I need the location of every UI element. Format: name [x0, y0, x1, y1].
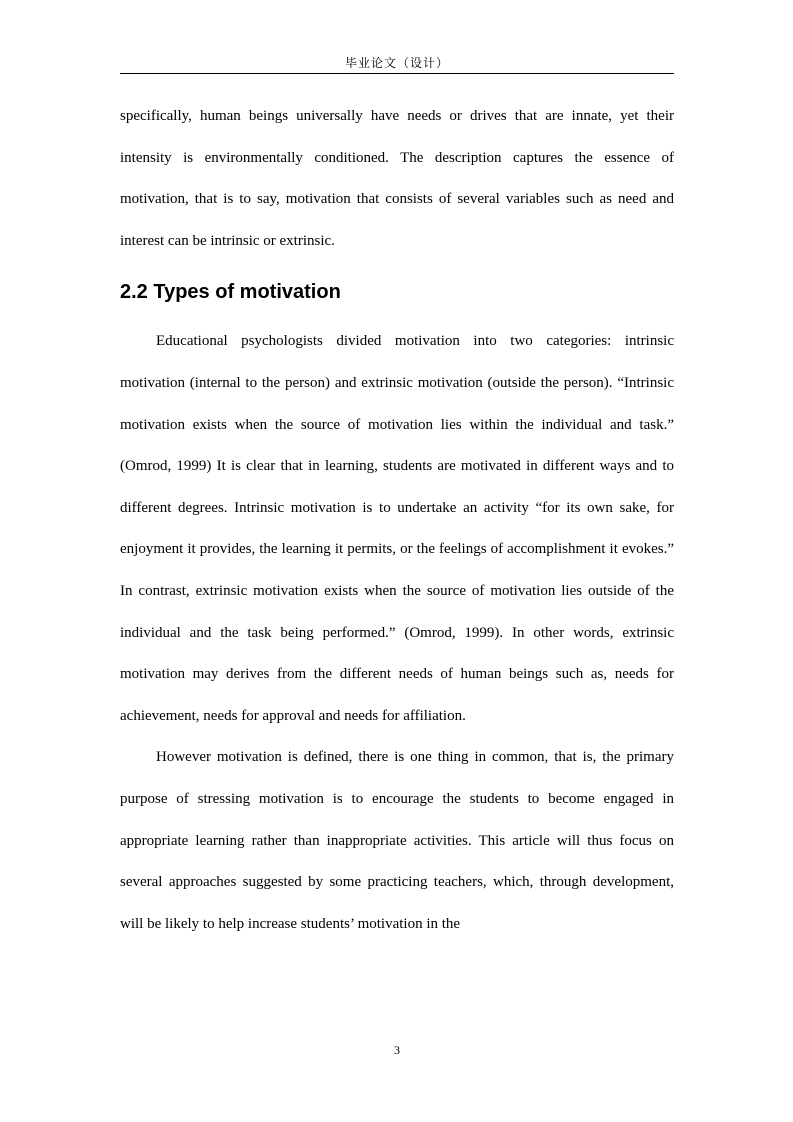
page-number: 3 [394, 1043, 400, 1057]
paragraph-types-of-motivation: Educational psychologists divided motivation into two categories: intrinsic motivation (internal to the person) and extrinsic motivation (outside the person). “Intrinsic motivation exists when the source of motivation lies within the individual and task.” (Omrod, 1999) It is clear that in learning, students are motivated in different ways and to different degrees. Intrinsic motivation is to undertake an activity “for its own sake, for enjoyment it provides, the learning it permits, or the feelings of accomplishment it evokes.” In contrast, extrinsic motivation exists when the source of motivation lies outside of the individual and the task being performed.” (Omrod, 1999). In other words, extrinsic motivation may derives from the different needs of human beings such as, needs for achievement, needs for approval and needs for affiliation. [120, 333, 674, 724]
paragraph-purpose: However motivation is defined, there is one thing in common, that is, the primary purpose of stressing motivation is to encourage the students to become engaged in appropriate learning rather than inappropriate activities. This article will thus focus on several approaches suggested by some practicing teachers, which, through development, will be likely to help increase students’ motivation in the [120, 749, 674, 932]
paragraph-continuation: specifically, human beings universally have needs or drives that are innate, yet their intensity is environmentally conditioned. The description captures the essence of motivation, that is to say, motivation that consists of several variables such as need and interest can be intrinsic or extrinsic. [120, 108, 674, 249]
section-heading: 2.2 Types of motivation [120, 281, 341, 304]
body-text [120, 96, 674, 945]
running-header: 毕业论文（设计） [344, 56, 449, 70]
header-divider [120, 73, 674, 74]
